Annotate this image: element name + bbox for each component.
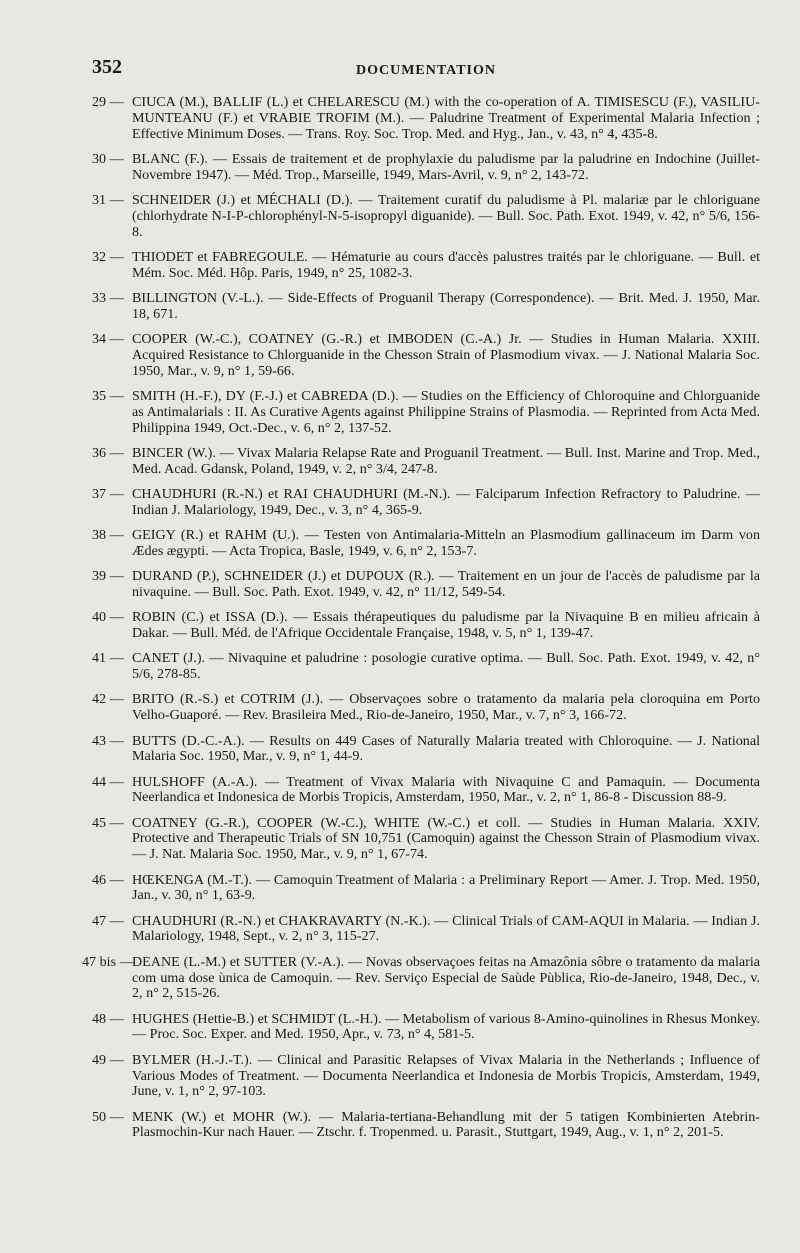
entry-text: DEANE (L.-M.) et SUTTER (V.-A.). — Novas observaçoes feitas na Amazônia sôbre o tratamento da malaria com uma dose ùnica de Camoquin. — Rev. Serviço Especial de Saùde Pùblica, Rio-de-Janeiro, 1948, Dec., v. 2, n° 2, 515-26. <box>132 953 760 1002</box>
bibliography-entry <box>92 193 760 240</box>
entry-text: HUGHES (Hettie-B.) et SCHMIDT (L.-H.). — Metabolism of various 8-Amino-quinolines in Rhesus Monkey. — Proc. Soc. Exper. and Med. 1950, Apr., v. 73, n° 4, 581-5. <box>132 1010 760 1043</box>
bibliography-entry <box>92 775 760 807</box>
entry-number: 47 bis — <box>82 953 134 970</box>
entry-text: CHAUDHURI (R.-N.) et RAI CHAUDHURI (M.-N.). — Falciparum Infection Refractory to Paludrine. — Indian J. Malariology, 1949, Dec., v. 3, n° 4, 365-9. <box>132 485 760 518</box>
entry-number: 34 — <box>92 331 124 348</box>
entry-number: 32 — <box>92 248 124 265</box>
bibliography-entry <box>92 914 760 946</box>
bibliography-entry <box>92 610 760 642</box>
bibliography-list <box>82 94 760 1151</box>
entry-number: 43 — <box>92 732 124 749</box>
entry-number: 47 — <box>92 912 124 929</box>
entry-number: 39 — <box>92 568 124 585</box>
entry-text: ROBIN (C.) et ISSA (D.). — Essais thérapeutiques du paludisme par la Nivaquine B en milieu africain à Dakar. — Bull. Méd. de l'Afrique Occidentale Française, 1948, v. 5, n° 1, 139-47. <box>132 609 760 642</box>
bibliography-entry <box>92 569 760 601</box>
page-number: 352 <box>92 56 122 78</box>
bibliography-entry <box>92 873 760 905</box>
entry-text: HULSHOFF (A.-A.). — Treatment of Vivax Malaria with Nivaquine C and Pamaquin. — Documenta Neerlandica et Indonesica de Morbis Tropicis, Amsterdam, 1950, Mar., v. 2, n° 1, 86-8 - Discussion 88-9. <box>132 773 760 806</box>
entry-text: SCHNEIDER (J.) et MÉCHALI (D.). — Traitement curatif du paludisme à Pl. malariæ par le chloriguane (chlorhydrate N-I-P-chlorophényl-N-5-isopropyl diguanide). — Bull. Soc. Path. Exot. 1949, v. 42, n° 5/6, 156-8. <box>132 191 760 240</box>
bibliography-entry <box>92 332 760 379</box>
entry-number: 50 — <box>92 1108 124 1125</box>
entry-text: BINCER (W.). — Vivax Malaria Relapse Rate and Proguanil Treatment. — Bull. Inst. Marine and Trop. Med., Med. Acad. Gdansk, Poland, 1949, v. 2, n° 3/4, 247-8. <box>132 444 760 477</box>
entry-text: BLANC (F.). — Essais de traitement et de prophylaxie du paludisme par la paludrine en Indochine (Juillet-Novembre 1947). — Méd. Trop., Marseille, 1949, Mars-Avril, v. 9, n° 2, 143-72. <box>132 150 760 183</box>
bibliography-entry <box>92 152 760 184</box>
entry-number: 48 — <box>92 1010 124 1027</box>
entry-number: 38 — <box>92 527 124 544</box>
bibliography-entry <box>82 953 760 1002</box>
entry-text: THIODET et FABREGOULE. — Hématurie au cours d'accès palustres traités par le chloriguane. — Bull. et Mém. Soc. Méd. Hôp. Paris, 1949, n° 25, 1082-3. <box>132 248 760 281</box>
entry-text: DURAND (P.), SCHNEIDER (J.) et DUPOUX (R.). — Traitement en un jour de l'accès de paludisme par la nivaquine. — Bull. Soc. Path. Exot. 1949, v. 42, n° 11/12, 549-54. <box>132 568 760 600</box>
entry-text: BYLMER (H.-J.-T.). — Clinical and Parasitic Relapses of Vivax Malaria in the Netherlands ; Influence of Various Modes of Treatment. — Documenta Neerlandica et Indonesia de Morbis Tropicis, Amsterdam, 1949, June, v. 1, n° 2, 97-103. <box>132 1051 760 1100</box>
entry-number: 33 — <box>92 289 124 306</box>
bibliography-entry <box>92 734 760 766</box>
entry-text: SMITH (H.-F.), DY (F.-J.) et CABREDA (D.). — Studies on the Efficiency of Chloroquine and Chlorguanide as Antimalarials : II. As Curative Agents against Philippine Strains of Plasmodia. — Reprinted from Acta Med. Philippina 1949, Oct.-Dec., v. 6, n° 2, 137-52. <box>132 387 760 436</box>
bibliography-entry <box>92 389 760 436</box>
running-head: DOCUMENTATION <box>355 63 497 78</box>
entry-text: HŒKENGA (M.-T.). — Camoquin Treatment of Malaria : a Preliminary Report — Amer. J. Trop. Med. 1950, Jan., v. 30, n° 1, 63-9. <box>132 871 760 904</box>
entry-number: 35 — <box>92 387 124 404</box>
entry-text: BUTTS (D.-C.-A.). — Results on 449 Cases of Naturally Malaria treated with Chloroquine. — J. National Malaria Soc. 1950, Mar., v. 9, n° 1, 44-9. <box>132 732 760 765</box>
entry-number: 40 — <box>92 609 124 626</box>
bibliography-entry <box>92 1012 760 1044</box>
bibliography-entry <box>92 1110 760 1142</box>
entry-text: MENK (W.) et MOHR (W.). — Malaria-tertiana-Behandlung mit der 5 tatigen Kombinierten Atebrin-Plasmochin-Kur nach Hauer. — Ztschr. f. Tropenmed. u. Parasit., Stuttgart, 1949, Aug., v. 1, n° 2, 201-5. <box>132 1108 760 1141</box>
entry-number: 45 — <box>92 814 124 831</box>
entry-text: BILLINGTON (V.-L.). — Side-Effects of Proguanil Therapy (Correspondence). — Brit. Med. J. 1950, Mar. 18, 671. <box>132 289 760 322</box>
entry-text: COATNEY (G.-R.), COOPER (W.-C.), WHITE (W.-C.) et coll. — Studies in Human Malaria. XXIV. Protective and Therapeutic Trials of SN 10,751 (Camoquin) against the Chesson Strain of Plasmodium vivax. — J. Nat. Malaria Soc. 1950, Mar., v. 9, n° 1, 67-74. <box>132 814 760 863</box>
entry-number: 49 — <box>92 1051 124 1068</box>
entry-number: 37 — <box>92 485 124 502</box>
entry-text: GEIGY (R.) et RAHM (U.). — Testen von Antimalaria-Mitteln an Plasmodium gallinaceum im Darm von Ædes ægypti. — Acta Tropica, Basle, 1949, v. 6, n° 2, 153-7. <box>132 527 760 559</box>
entry-text: CIUCA (M.), BALLIF (L.) et CHELARESCU (M.) with the co-operation of A. TIMISESCU (F.), VASILIU-MUNTEANU (F.) et VRABIE TROFIM (M.). — Paludrine Treatment of Experimental Malaria Infection ; Effective Minimum Doses. — Trans. Roy. Soc. Trop. Med. and Hyg., Jan., v. 43, n° 4, 435-8. <box>132 94 760 142</box>
entry-number: 31 — <box>92 191 124 208</box>
entry-text: CHAUDHURI (R.-N.) et CHAKRAVARTY (N.-K.). — Clinical Trials of CAM-AQUI in Malaria. — Indian J. Malariology, 1948, Sept., v. 2, n° 3, 115-27. <box>132 912 760 945</box>
entry-number: 46 — <box>92 871 124 888</box>
bibliography-entry <box>92 487 760 519</box>
bibliography-entry <box>92 528 760 560</box>
bibliography-entry <box>92 692 760 724</box>
entry-number: 42 — <box>92 691 124 708</box>
bibliography-entry <box>92 95 760 142</box>
bibliography-entry <box>92 291 760 323</box>
entry-number: 44 — <box>92 773 124 790</box>
entry-text: COOPER (W.-C.), COATNEY (G.-R.) et IMBODEN (C.-A.) Jr. — Studies in Human Malaria. XXIII. Acquired Resistance to Chlorguanide in the Chesson Strain of Plasmodium vivax. — J. National Malaria Soc. 1950, Mar., v. 9, n° 1, 59-66. <box>132 331 760 379</box>
page-header <box>92 56 760 80</box>
bibliography-entry <box>92 1053 760 1100</box>
entry-number: 30 — <box>92 150 124 167</box>
bibliography-entry <box>92 250 760 282</box>
entry-number: 36 — <box>92 444 124 461</box>
entry-number: 29 — <box>92 94 124 110</box>
bibliography-entry <box>92 816 760 863</box>
entry-number: 41 — <box>92 650 124 667</box>
bibliography-entry <box>92 446 760 478</box>
entry-text: CANET (J.). — Nivaquine et paludrine : posologie curative optima. — Bull. Soc. Path. Exot. 1949, v. 42, n° 5/6, 278-85. <box>132 650 760 683</box>
bibliography-entry <box>92 651 760 683</box>
entry-text: BRITO (R.-S.) et COTRIM (J.). — Observaçoes sobre o tratamento da malaria pela cloroquina em Porto Velho-Guaporé. — Rev. Brasileira Med., Rio-de-Janeiro, 1950, Mar., v. 7, n° 3, 166-72. <box>132 691 760 724</box>
